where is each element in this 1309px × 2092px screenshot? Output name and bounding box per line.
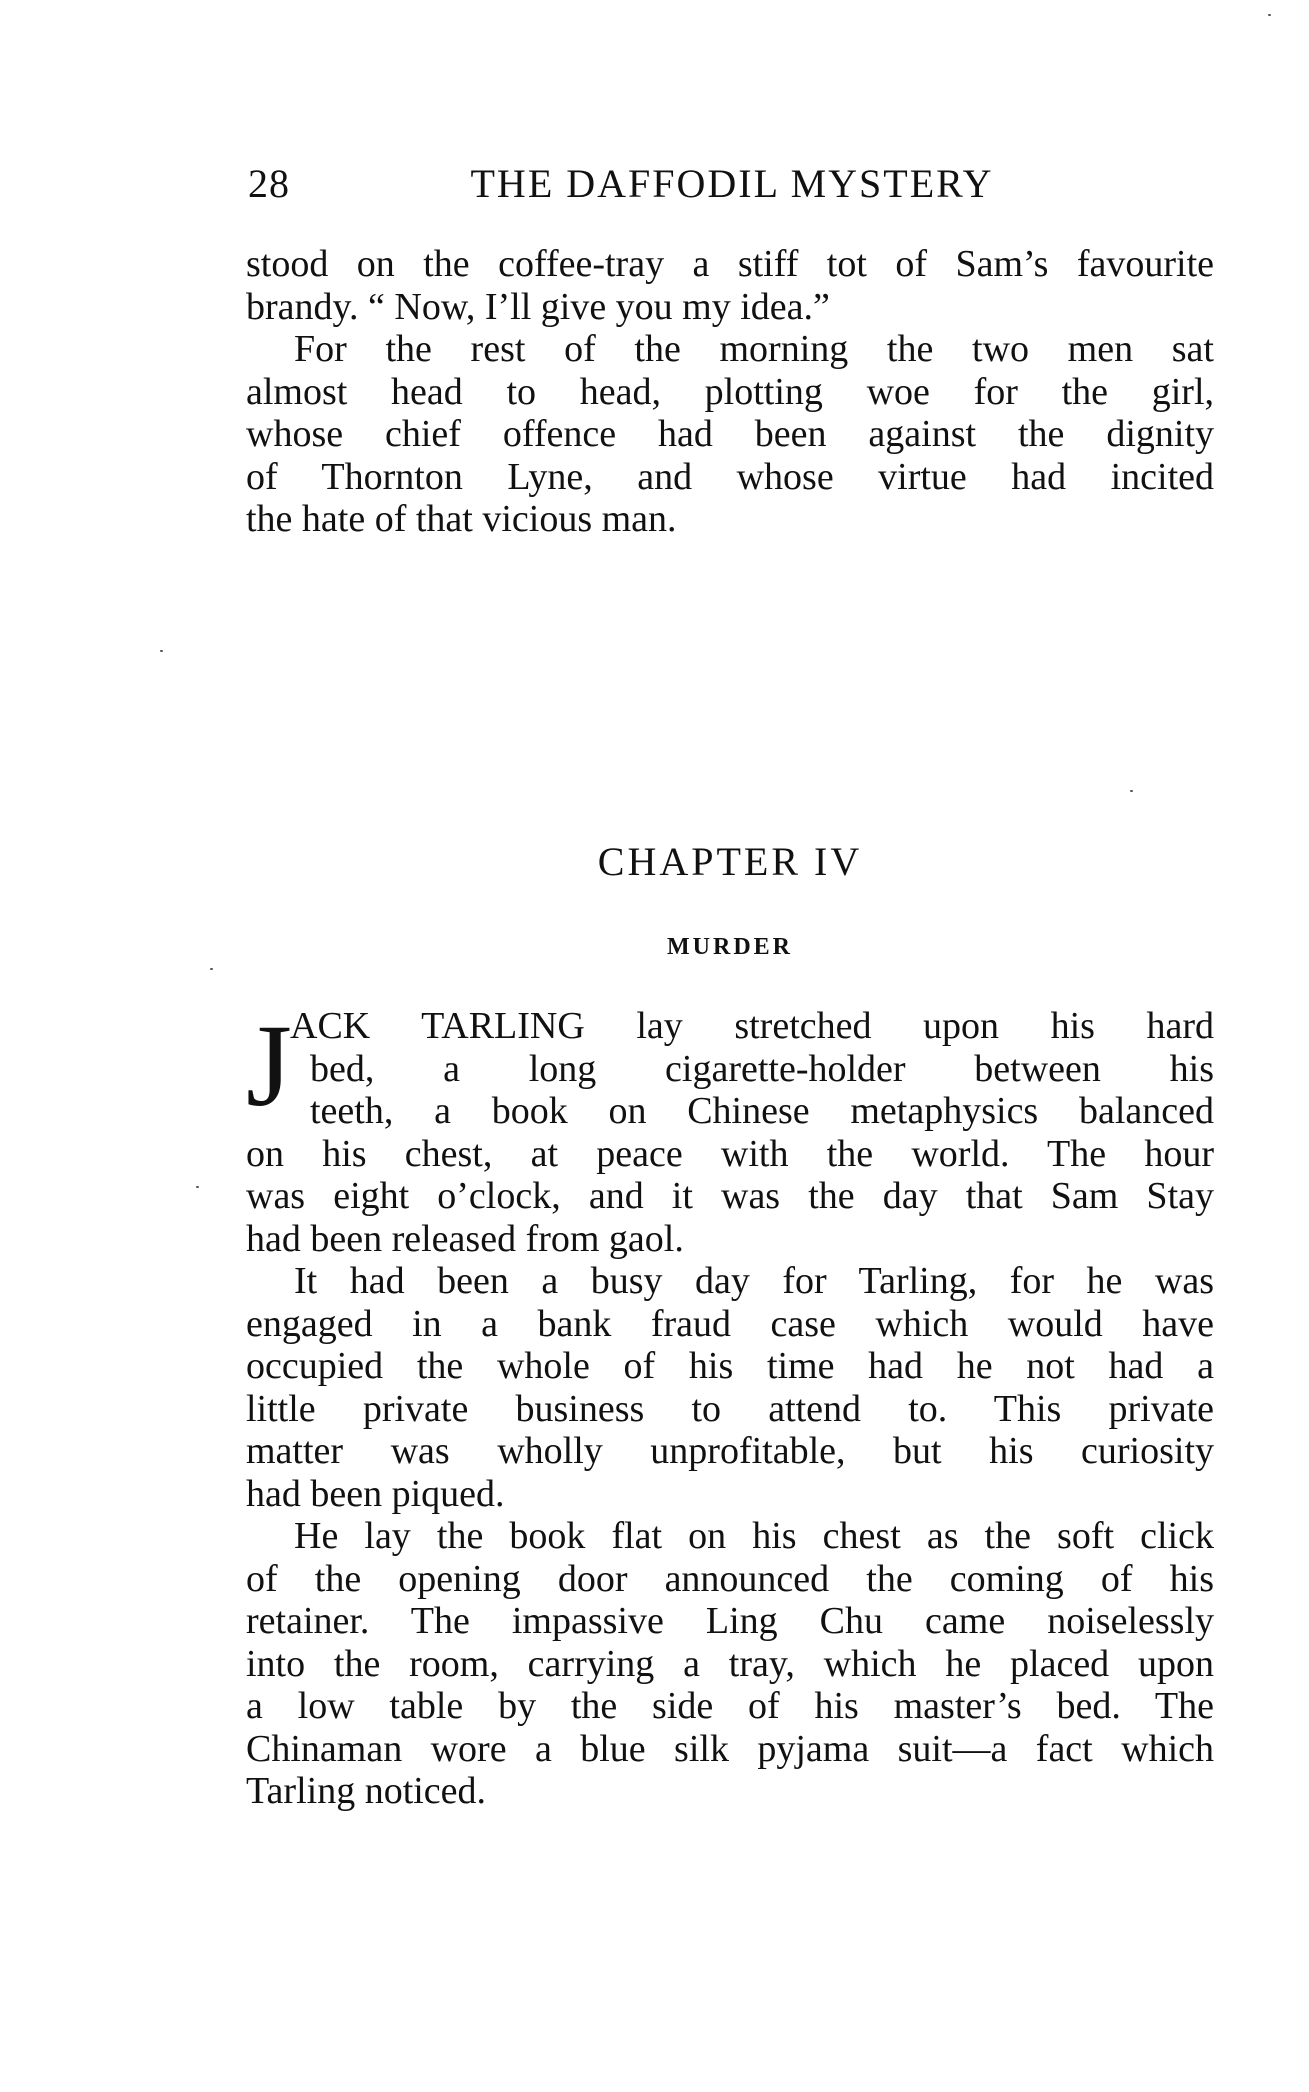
chapter-subtitle: MURDER xyxy=(667,934,793,960)
text-line: of Thornton Lyne, and whose virtue had incited xyxy=(246,455,1214,498)
text-line: retainer. The impassive Ling Chu came noiselessly xyxy=(246,1600,1214,1642)
text-line: whose chief offence had been against the dignity xyxy=(246,413,1214,455)
drop-cap: J xyxy=(246,1000,292,1131)
text-line: almost head to head, plotting woe for the girl, xyxy=(246,370,1214,413)
text-line: matter was wholly unprofitable, but his curiosity xyxy=(246,1430,1214,1472)
text-line: Tarling noticed. xyxy=(246,1770,487,1812)
text-line: had been piqued. xyxy=(246,1472,505,1515)
page-number: 28 xyxy=(248,161,290,206)
text-line: was eight o’clock, and it was the day that Sam Stay xyxy=(246,1175,1214,1217)
paper-speck xyxy=(160,650,163,652)
running-title: THE DAFFODIL MYSTERY xyxy=(470,161,994,206)
paper-speck xyxy=(1130,790,1133,792)
paper-speck xyxy=(210,968,213,970)
text-line: on his chest, at peace with the world. The hour xyxy=(246,1132,1214,1175)
text-line: He lay the book flat on his chest as the soft click xyxy=(294,1515,1214,1557)
text-line: It had been a busy day for Tarling, for he was xyxy=(294,1260,1214,1302)
text-line: engaged in a bank fraud case which would have xyxy=(246,1302,1214,1345)
text-line: For the rest of the morning the two men sat xyxy=(294,328,1214,370)
text-line: of the opening door announced the coming of his xyxy=(246,1557,1214,1600)
text-line: little private business to attend to. This private xyxy=(246,1387,1214,1430)
paper-speck xyxy=(196,1186,199,1188)
text-line: brandy. “ Now, I’ll give you my idea.” xyxy=(246,285,830,328)
text-line: into the room, carrying a tray, which he placed upon xyxy=(246,1642,1214,1685)
section-one-text xyxy=(246,243,1214,541)
text-line: occupied the whole of his time had he not had a xyxy=(246,1345,1214,1387)
text-line: had been released from gaol. xyxy=(246,1217,684,1260)
paper-speck xyxy=(1268,14,1271,16)
chapter-title: CHAPTER IV xyxy=(597,839,863,884)
text-line: the hate of that vicious man. xyxy=(246,498,677,540)
text-line: Chinaman wore a blue silk pyjama suit—a fact which xyxy=(246,1727,1214,1770)
text-line: bed, a long cigarette-holder between his xyxy=(310,1047,1214,1090)
text-line: a low table by the side of his master’s bed. The xyxy=(246,1685,1214,1727)
chapter-body xyxy=(246,1000,1214,1813)
running-head xyxy=(248,160,1216,210)
text-line: ACK TARLING lay stretched upon his hard xyxy=(290,1005,1214,1047)
text-line: teeth, a book on Chinese metaphysics balanced xyxy=(310,1090,1214,1132)
text-line: stood on the coffee-tray a stiff tot of Sam’s favourite xyxy=(246,243,1214,285)
